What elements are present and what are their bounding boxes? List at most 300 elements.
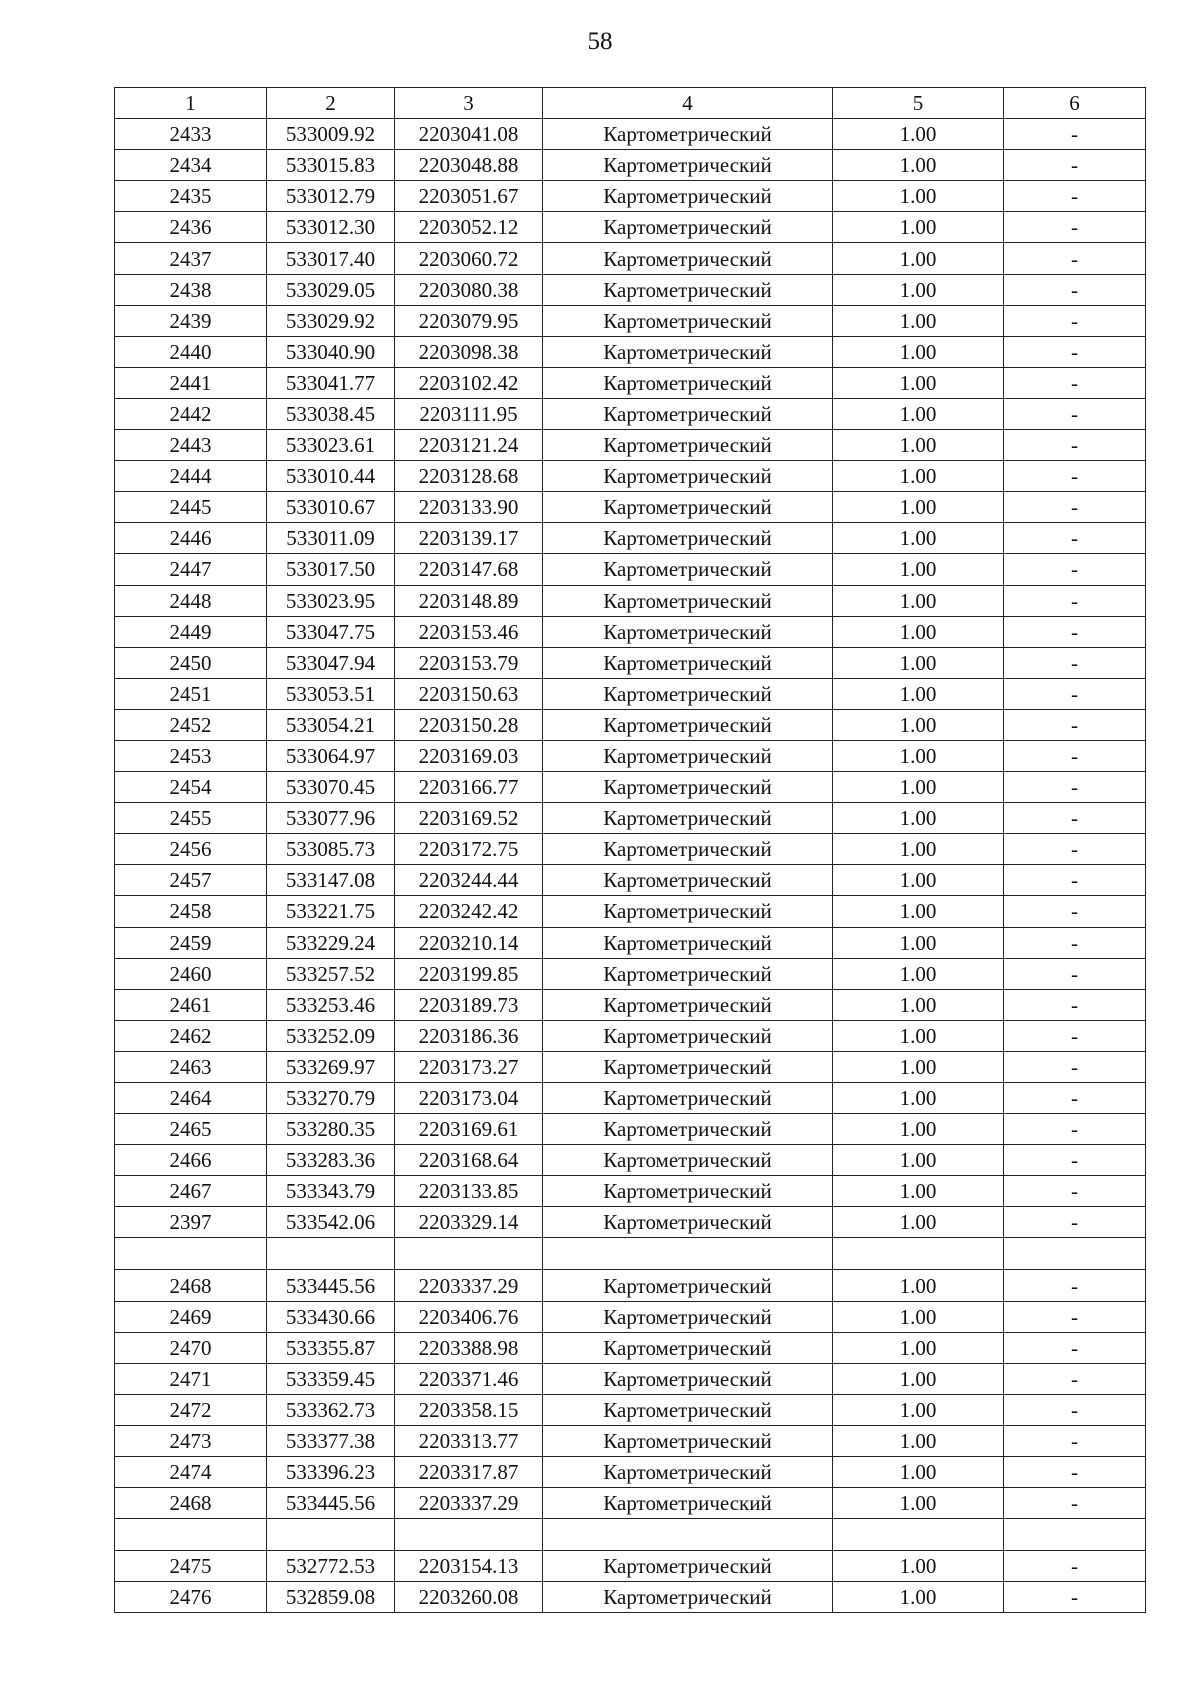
table-row xyxy=(115,1270,1146,1301)
x-coordinate-cell: 533280.35 xyxy=(267,1114,395,1145)
accuracy-cell: 1.00 xyxy=(833,523,1004,554)
table-row xyxy=(115,958,1146,989)
table-row xyxy=(115,1207,1146,1238)
x-coordinate-cell: 533010.44 xyxy=(267,461,395,492)
point-number-cell: 2464 xyxy=(115,1083,267,1114)
accuracy-cell: 1.00 xyxy=(833,647,1004,678)
method-cell xyxy=(543,1238,833,1270)
y-coordinate-cell: 2203210.14 xyxy=(395,927,543,958)
table-row xyxy=(115,305,1146,336)
x-coordinate-cell: 533029.05 xyxy=(267,274,395,305)
y-coordinate-cell: 2203098.38 xyxy=(395,336,543,367)
y-coordinate-cell: 2203048.88 xyxy=(395,150,543,181)
method-cell: Картометрический xyxy=(543,119,833,150)
description-cell: - xyxy=(1004,647,1146,678)
y-coordinate-cell: 2203150.28 xyxy=(395,709,543,740)
method-cell: Картометрический xyxy=(543,834,833,865)
y-coordinate-cell: 2203173.27 xyxy=(395,1051,543,1082)
y-coordinate-cell: 2203121.24 xyxy=(395,430,543,461)
point-number-cell: 2458 xyxy=(115,896,267,927)
x-coordinate-cell: 533015.83 xyxy=(267,150,395,181)
description-cell xyxy=(1004,1238,1146,1270)
description-cell: - xyxy=(1004,398,1146,429)
description-cell: - xyxy=(1004,1363,1146,1394)
description-cell: - xyxy=(1004,989,1146,1020)
y-coordinate-cell: 2203244.44 xyxy=(395,865,543,896)
x-coordinate-cell: 533257.52 xyxy=(267,958,395,989)
y-coordinate-cell: 2203358.15 xyxy=(395,1394,543,1425)
point-number-cell: 2471 xyxy=(115,1363,267,1394)
point-number-cell: 2474 xyxy=(115,1457,267,1488)
y-coordinate-cell xyxy=(395,1238,543,1270)
accuracy-cell: 1.00 xyxy=(833,834,1004,865)
method-cell: Картометрический xyxy=(543,274,833,305)
method-cell: Картометрический xyxy=(543,989,833,1020)
description-cell: - xyxy=(1004,927,1146,958)
accuracy-cell: 1.00 xyxy=(833,1145,1004,1176)
accuracy-cell: 1.00 xyxy=(833,1020,1004,1051)
method-cell: Картометрический xyxy=(543,1394,833,1425)
point-number-cell: 2457 xyxy=(115,865,267,896)
point-number-cell: 2451 xyxy=(115,678,267,709)
description-cell: - xyxy=(1004,772,1146,803)
y-coordinate-cell: 2203128.68 xyxy=(395,461,543,492)
table-row xyxy=(115,647,1146,678)
description-cell: - xyxy=(1004,1332,1146,1363)
y-coordinate-cell: 2203169.52 xyxy=(395,803,543,834)
method-cell: Картометрический xyxy=(543,1270,833,1301)
y-coordinate-cell: 2203169.61 xyxy=(395,1114,543,1145)
accuracy-cell: 1.00 xyxy=(833,678,1004,709)
description-cell: - xyxy=(1004,1114,1146,1145)
point-number-cell: 2472 xyxy=(115,1394,267,1425)
point-number-cell xyxy=(115,1238,267,1270)
accuracy-cell: 1.00 xyxy=(833,1114,1004,1145)
point-number-cell: 2465 xyxy=(115,1114,267,1145)
description-cell: - xyxy=(1004,1582,1146,1613)
method-cell: Картометрический xyxy=(543,1301,833,1332)
x-coordinate-cell: 533430.66 xyxy=(267,1301,395,1332)
method-cell xyxy=(543,1519,833,1551)
description-cell: - xyxy=(1004,492,1146,523)
column-header-4: 4 xyxy=(543,88,833,119)
y-coordinate-cell: 2203168.64 xyxy=(395,1145,543,1176)
description-cell: - xyxy=(1004,1270,1146,1301)
point-number-cell: 2456 xyxy=(115,834,267,865)
accuracy-cell: 1.00 xyxy=(833,1363,1004,1394)
y-coordinate-cell: 2203080.38 xyxy=(395,274,543,305)
table-row xyxy=(115,1176,1146,1207)
x-coordinate-cell: 533012.30 xyxy=(267,212,395,243)
method-cell: Картометрический xyxy=(543,772,833,803)
point-number-cell: 2473 xyxy=(115,1425,267,1456)
x-coordinate-cell: 533085.73 xyxy=(267,834,395,865)
point-number-cell: 2448 xyxy=(115,585,267,616)
method-cell: Картометрический xyxy=(543,709,833,740)
description-cell: - xyxy=(1004,150,1146,181)
y-coordinate-cell: 2203148.89 xyxy=(395,585,543,616)
table-row xyxy=(115,772,1146,803)
x-coordinate-cell: 532772.53 xyxy=(267,1551,395,1582)
y-coordinate-cell: 2203173.04 xyxy=(395,1083,543,1114)
point-number-cell: 2441 xyxy=(115,367,267,398)
table-row xyxy=(115,616,1146,647)
y-coordinate-cell: 2203199.85 xyxy=(395,958,543,989)
table-row xyxy=(115,212,1146,243)
description-cell: - xyxy=(1004,803,1146,834)
method-cell: Картометрический xyxy=(543,585,833,616)
method-cell: Картометрический xyxy=(543,1114,833,1145)
accuracy-cell: 1.00 xyxy=(833,1332,1004,1363)
table-row xyxy=(115,834,1146,865)
column-header-3: 3 xyxy=(395,88,543,119)
table-row xyxy=(115,1363,1146,1394)
x-coordinate-cell: 533023.61 xyxy=(267,430,395,461)
point-number-cell: 2463 xyxy=(115,1051,267,1082)
method-cell: Картометрический xyxy=(543,958,833,989)
method-cell: Картометрический xyxy=(543,616,833,647)
accuracy-cell: 1.00 xyxy=(833,1425,1004,1456)
x-coordinate-cell: 533377.38 xyxy=(267,1425,395,1456)
y-coordinate-cell: 2203406.76 xyxy=(395,1301,543,1332)
x-coordinate-cell xyxy=(267,1238,395,1270)
x-coordinate-cell: 533147.08 xyxy=(267,865,395,896)
x-coordinate-cell: 533011.09 xyxy=(267,523,395,554)
description-cell: - xyxy=(1004,1488,1146,1519)
point-number-cell: 2434 xyxy=(115,150,267,181)
accuracy-cell: 1.00 xyxy=(833,989,1004,1020)
point-number-cell: 2450 xyxy=(115,647,267,678)
accuracy-cell: 1.00 xyxy=(833,305,1004,336)
x-coordinate-cell: 533053.51 xyxy=(267,678,395,709)
table-row xyxy=(115,119,1146,150)
accuracy-cell: 1.00 xyxy=(833,1394,1004,1425)
accuracy-cell: 1.00 xyxy=(833,958,1004,989)
accuracy-cell: 1.00 xyxy=(833,1176,1004,1207)
y-coordinate-cell: 2203102.42 xyxy=(395,367,543,398)
accuracy-cell: 1.00 xyxy=(833,492,1004,523)
accuracy-cell: 1.00 xyxy=(833,1083,1004,1114)
y-coordinate-cell: 2203111.95 xyxy=(395,398,543,429)
table-row xyxy=(115,1114,1146,1145)
y-coordinate-cell: 2203051.67 xyxy=(395,181,543,212)
table-row xyxy=(115,1083,1146,1114)
x-coordinate-cell: 533029.92 xyxy=(267,305,395,336)
x-coordinate-cell: 533270.79 xyxy=(267,1083,395,1114)
point-number-cell: 2438 xyxy=(115,274,267,305)
point-number-cell: 2462 xyxy=(115,1020,267,1051)
accuracy-cell: 1.00 xyxy=(833,554,1004,585)
x-coordinate-cell: 533012.79 xyxy=(267,181,395,212)
x-coordinate-cell: 533047.94 xyxy=(267,647,395,678)
description-cell: - xyxy=(1004,1207,1146,1238)
x-coordinate-cell: 533445.56 xyxy=(267,1488,395,1519)
accuracy-cell: 1.00 xyxy=(833,119,1004,150)
column-header-5: 5 xyxy=(833,88,1004,119)
method-cell: Картометрический xyxy=(543,461,833,492)
y-coordinate-cell: 2203147.68 xyxy=(395,554,543,585)
method-cell: Картометрический xyxy=(543,305,833,336)
y-coordinate-cell: 2203337.29 xyxy=(395,1270,543,1301)
table-row xyxy=(115,1020,1146,1051)
point-number-cell: 2446 xyxy=(115,523,267,554)
accuracy-cell: 1.00 xyxy=(833,243,1004,274)
method-cell: Картометрический xyxy=(543,1551,833,1582)
point-number-cell: 2435 xyxy=(115,181,267,212)
accuracy-cell: 1.00 xyxy=(833,150,1004,181)
table-row xyxy=(115,740,1146,771)
table-row xyxy=(115,1145,1146,1176)
x-coordinate-cell: 533229.24 xyxy=(267,927,395,958)
y-coordinate-cell: 2203139.17 xyxy=(395,523,543,554)
accuracy-cell: 1.00 xyxy=(833,865,1004,896)
table-row xyxy=(115,709,1146,740)
y-coordinate-cell: 2203052.12 xyxy=(395,212,543,243)
x-coordinate-cell: 533396.23 xyxy=(267,1457,395,1488)
description-cell: - xyxy=(1004,181,1146,212)
point-number-cell: 2397 xyxy=(115,1207,267,1238)
page-number: 58 xyxy=(587,28,613,55)
y-coordinate-cell: 2203371.46 xyxy=(395,1363,543,1394)
description-cell: - xyxy=(1004,896,1146,927)
y-coordinate-cell: 2203242.42 xyxy=(395,896,543,927)
accuracy-cell: 1.00 xyxy=(833,740,1004,771)
accuracy-cell: 1.00 xyxy=(833,1051,1004,1082)
description-cell: - xyxy=(1004,958,1146,989)
method-cell: Картометрический xyxy=(543,1457,833,1488)
x-coordinate-cell: 533047.75 xyxy=(267,616,395,647)
table-row xyxy=(115,1425,1146,1456)
point-number-cell: 2461 xyxy=(115,989,267,1020)
accuracy-cell: 1.00 xyxy=(833,616,1004,647)
y-coordinate-cell: 2203172.75 xyxy=(395,834,543,865)
method-cell: Картометрический xyxy=(543,1363,833,1394)
y-coordinate-cell: 2203329.14 xyxy=(395,1207,543,1238)
description-cell: - xyxy=(1004,1083,1146,1114)
table-row xyxy=(115,1457,1146,1488)
table-row xyxy=(115,523,1146,554)
description-cell: - xyxy=(1004,1051,1146,1082)
description-cell: - xyxy=(1004,1301,1146,1332)
y-coordinate-cell: 2203260.08 xyxy=(395,1582,543,1613)
point-number-cell: 2433 xyxy=(115,119,267,150)
method-cell: Картометрический xyxy=(543,803,833,834)
table-row xyxy=(115,336,1146,367)
description-cell: - xyxy=(1004,1176,1146,1207)
x-coordinate-cell: 533009.92 xyxy=(267,119,395,150)
x-coordinate-cell: 533359.45 xyxy=(267,1363,395,1394)
x-coordinate-cell: 533362.73 xyxy=(267,1394,395,1425)
point-number-cell: 2449 xyxy=(115,616,267,647)
point-number-cell: 2442 xyxy=(115,398,267,429)
y-coordinate-cell: 2203169.03 xyxy=(395,740,543,771)
accuracy-cell: 1.00 xyxy=(833,336,1004,367)
point-number-cell: 2455 xyxy=(115,803,267,834)
y-coordinate-cell: 2203150.63 xyxy=(395,678,543,709)
accuracy-cell: 1.00 xyxy=(833,1457,1004,1488)
x-coordinate-cell: 533064.97 xyxy=(267,740,395,771)
table-row xyxy=(115,1551,1146,1582)
point-number-cell: 2440 xyxy=(115,336,267,367)
accuracy-cell: 1.00 xyxy=(833,927,1004,958)
accuracy-cell: 1.00 xyxy=(833,1270,1004,1301)
y-coordinate-cell: 2203337.29 xyxy=(395,1488,543,1519)
y-coordinate-cell: 2203154.13 xyxy=(395,1551,543,1582)
accuracy-cell: 1.00 xyxy=(833,181,1004,212)
method-cell: Картометрический xyxy=(543,523,833,554)
table-row xyxy=(115,989,1146,1020)
point-number-cell: 2445 xyxy=(115,492,267,523)
table-row xyxy=(115,1332,1146,1363)
table-row xyxy=(115,367,1146,398)
description-cell: - xyxy=(1004,1394,1146,1425)
y-coordinate-cell: 2203041.08 xyxy=(395,119,543,150)
table-row xyxy=(115,243,1146,274)
accuracy-cell: 1.00 xyxy=(833,772,1004,803)
accuracy-cell xyxy=(833,1238,1004,1270)
point-number-cell: 2470 xyxy=(115,1332,267,1363)
description-cell: - xyxy=(1004,554,1146,585)
table-row xyxy=(115,554,1146,585)
point-number-cell: 2444 xyxy=(115,461,267,492)
table-row xyxy=(115,150,1146,181)
point-number-cell: 2467 xyxy=(115,1176,267,1207)
description-cell: - xyxy=(1004,1457,1146,1488)
y-coordinate-cell: 2203186.36 xyxy=(395,1020,543,1051)
description-cell: - xyxy=(1004,1145,1146,1176)
description-cell: - xyxy=(1004,119,1146,150)
accuracy-cell: 1.00 xyxy=(833,803,1004,834)
accuracy-cell: 1.00 xyxy=(833,398,1004,429)
x-coordinate-cell: 533070.45 xyxy=(267,772,395,803)
description-cell: - xyxy=(1004,212,1146,243)
table-row xyxy=(115,1582,1146,1613)
accuracy-cell: 1.00 xyxy=(833,430,1004,461)
x-coordinate-cell: 533355.87 xyxy=(267,1332,395,1363)
table-row xyxy=(115,181,1146,212)
x-coordinate-cell: 533023.95 xyxy=(267,585,395,616)
x-coordinate-cell: 533445.56 xyxy=(267,1270,395,1301)
y-coordinate-cell: 2203153.46 xyxy=(395,616,543,647)
accuracy-cell: 1.00 xyxy=(833,212,1004,243)
table-row xyxy=(115,927,1146,958)
description-cell: - xyxy=(1004,523,1146,554)
description-cell: - xyxy=(1004,274,1146,305)
table-row xyxy=(115,430,1146,461)
description-cell: - xyxy=(1004,243,1146,274)
point-number-cell: 2436 xyxy=(115,212,267,243)
accuracy-cell: 1.00 xyxy=(833,1207,1004,1238)
accuracy-cell: 1.00 xyxy=(833,461,1004,492)
method-cell: Картометрический xyxy=(543,647,833,678)
description-cell: - xyxy=(1004,1425,1146,1456)
table-header-row xyxy=(115,88,1146,119)
method-cell: Картометрический xyxy=(543,430,833,461)
y-coordinate-cell xyxy=(395,1519,543,1551)
coordinates-table xyxy=(114,87,1146,1613)
description-cell: - xyxy=(1004,305,1146,336)
method-cell: Картометрический xyxy=(543,1582,833,1613)
description-cell: - xyxy=(1004,336,1146,367)
accuracy-cell: 1.00 xyxy=(833,1582,1004,1613)
table-row xyxy=(115,1394,1146,1425)
point-number-cell: 2439 xyxy=(115,305,267,336)
point-number-cell: 2454 xyxy=(115,772,267,803)
method-cell: Картометрический xyxy=(543,367,833,398)
table-row xyxy=(115,585,1146,616)
accuracy-cell: 1.00 xyxy=(833,1488,1004,1519)
table-row xyxy=(115,896,1146,927)
table-body xyxy=(115,119,1146,1613)
y-coordinate-cell: 2203079.95 xyxy=(395,305,543,336)
description-cell: - xyxy=(1004,616,1146,647)
x-coordinate-cell: 533343.79 xyxy=(267,1176,395,1207)
point-number-cell: 2475 xyxy=(115,1551,267,1582)
description-cell: - xyxy=(1004,709,1146,740)
x-coordinate-cell: 533040.90 xyxy=(267,336,395,367)
method-cell: Картометрический xyxy=(543,1332,833,1363)
method-cell: Картометрический xyxy=(543,1020,833,1051)
table-row xyxy=(115,492,1146,523)
accuracy-cell: 1.00 xyxy=(833,1301,1004,1332)
accuracy-cell: 1.00 xyxy=(833,1551,1004,1582)
table-row xyxy=(115,865,1146,896)
y-coordinate-cell: 2203133.85 xyxy=(395,1176,543,1207)
point-number-cell: 2468 xyxy=(115,1270,267,1301)
y-coordinate-cell: 2203313.77 xyxy=(395,1425,543,1456)
table-row xyxy=(115,1301,1146,1332)
accuracy-cell: 1.00 xyxy=(833,896,1004,927)
table-separator-row xyxy=(115,1519,1146,1551)
accuracy-cell: 1.00 xyxy=(833,274,1004,305)
method-cell: Картометрический xyxy=(543,243,833,274)
x-coordinate-cell: 533283.36 xyxy=(267,1145,395,1176)
table-row xyxy=(115,398,1146,429)
point-number-cell: 2437 xyxy=(115,243,267,274)
table-row xyxy=(115,274,1146,305)
method-cell: Картометрический xyxy=(543,150,833,181)
method-cell: Картометрический xyxy=(543,554,833,585)
x-coordinate-cell: 533253.46 xyxy=(267,989,395,1020)
x-coordinate-cell: 533077.96 xyxy=(267,803,395,834)
method-cell: Картометрический xyxy=(543,212,833,243)
x-coordinate-cell: 533269.97 xyxy=(267,1051,395,1082)
point-number-cell: 2452 xyxy=(115,709,267,740)
method-cell: Картометрический xyxy=(543,181,833,212)
y-coordinate-cell: 2203388.98 xyxy=(395,1332,543,1363)
y-coordinate-cell: 2203166.77 xyxy=(395,772,543,803)
point-number-cell: 2466 xyxy=(115,1145,267,1176)
x-coordinate-cell: 533010.67 xyxy=(267,492,395,523)
method-cell: Картометрический xyxy=(543,740,833,771)
description-cell: - xyxy=(1004,1551,1146,1582)
method-cell: Картометрический xyxy=(543,1145,833,1176)
x-coordinate-cell: 533542.06 xyxy=(267,1207,395,1238)
x-coordinate-cell: 533038.45 xyxy=(267,398,395,429)
method-cell: Картометрический xyxy=(543,336,833,367)
description-cell: - xyxy=(1004,430,1146,461)
x-coordinate-cell: 533054.21 xyxy=(267,709,395,740)
y-coordinate-cell: 2203189.73 xyxy=(395,989,543,1020)
description-cell: - xyxy=(1004,865,1146,896)
x-coordinate-cell: 533252.09 xyxy=(267,1020,395,1051)
column-header-2: 2 xyxy=(267,88,395,119)
table-row xyxy=(115,678,1146,709)
table-separator-row xyxy=(115,1238,1146,1270)
x-coordinate-cell: 533017.40 xyxy=(267,243,395,274)
x-coordinate-cell: 533017.50 xyxy=(267,554,395,585)
accuracy-cell: 1.00 xyxy=(833,585,1004,616)
